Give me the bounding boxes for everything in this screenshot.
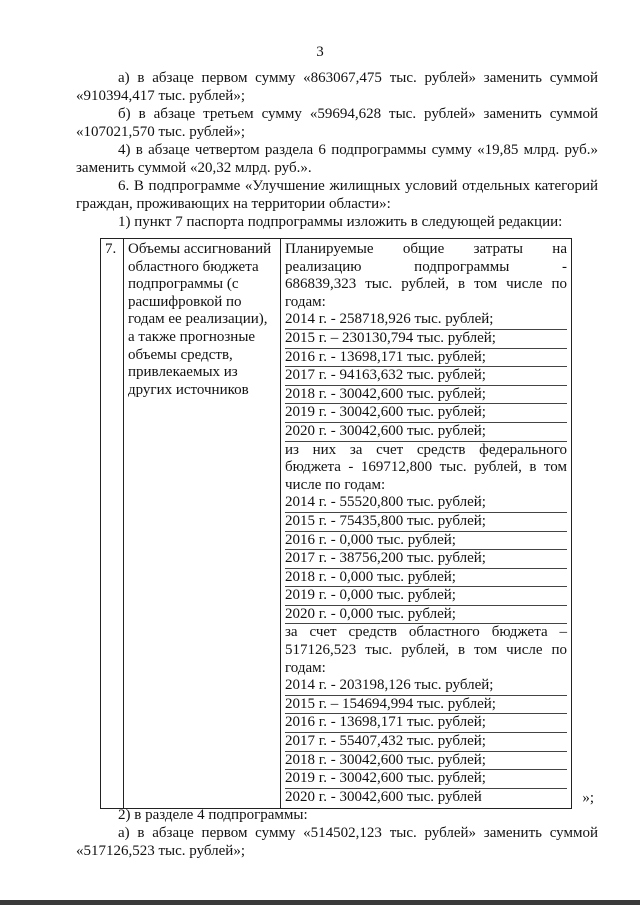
passport-table [100, 238, 572, 809]
closing-quote: »; [582, 790, 594, 806]
federal-year-line: 2018 г. - 0,000 тыс. рублей; [285, 569, 567, 588]
total-year-line: 2016 г. - 13698,171 тыс. рублей; [285, 349, 567, 368]
paragraph-a-first: а) в абзаце первом сумму «863067,475 тыс. рублей» заменить суммой «910394,417 тыс. рублей»; [76, 70, 598, 104]
total-year-line: 2015 г. – 230130,794 тыс. рублей; [285, 330, 567, 349]
total-year-line: 2014 г. - 258718,926 тыс. рублей; [285, 311, 567, 330]
federal-year-line: 2016 г. - 0,000 тыс. рублей; [285, 532, 567, 551]
paragraph-6-subprogram: 6. В подпрограмме «Улучшение жилищных условий отдельных категорий граждан, проживающих на территории области»: [76, 178, 598, 212]
total-year-line: 2018 г. - 30042,600 тыс. рублей; [285, 386, 567, 405]
regional-year-line: 2016 г. - 13698,171 тыс. рублей; [285, 714, 567, 733]
regional-year-line: 2020 г. - 30042,600 тыс. рублей [285, 788, 482, 805]
paragraph-2-section4: 2) в разделе 4 подпрограммы: [118, 807, 308, 823]
row-value-cell [281, 239, 572, 809]
regional-year-line: 2019 г. - 30042,600 тыс. рублей; [285, 770, 567, 789]
total-year-line: 2020 г. - 30042,600 тыс. рублей; [285, 423, 567, 442]
regional-year-line: 2017 г. - 55407,432 тыс. рублей; [285, 733, 567, 752]
federal-year-line: 2015 г. - 75435,800 тыс. рублей; [285, 513, 567, 532]
row-number: 7. [101, 239, 124, 809]
table-row [101, 239, 572, 809]
federal-year-line: 2019 г. - 0,000 тыс. рублей; [285, 587, 567, 606]
paragraph-1-passport: 1) пункт 7 паспорта подпрограммы изложить в следующей редакции: [118, 214, 563, 230]
row-description: Объемы ассигнований областного бюджета подпрограммы (с расшифровкой по годам ее реализации), а также прогнозные объемы средств, привлекаемых из других источников [128, 241, 272, 398]
regional-year-line: 2015 г. – 154694,994 тыс. рублей; [285, 696, 567, 715]
paragraph-b-third: б) в абзаце третьем сумму «59694,628 тыс. рублей» заменить суммой «107021,570 тыс. рублей»; [76, 106, 598, 140]
federal-intro: из них за счет средств федерального бюджета - 169712,800 тыс. рублей, в том числе по годам: [285, 441, 567, 493]
intro-line-2: 686839,323 тыс. рублей, в том числе по годам: [285, 276, 567, 310]
total-year-line: 2019 г. - 30042,600 тыс. рублей; [285, 404, 567, 423]
page-number: 3 [316, 44, 324, 60]
total-year-line: 2017 г. - 94163,632 тыс. рублей; [285, 367, 567, 386]
paragraph-4-section6: 4) в абзаце четвертом раздела 6 подпрограммы сумму «19,85 млрд. руб.» заменить суммой «20,32 млрд. руб.». [76, 142, 598, 176]
federal-year-line: 2017 г. - 38756,200 тыс. рублей; [285, 550, 567, 569]
federal-year-line: 2014 г. - 55520,800 тыс. рублей; [285, 494, 567, 513]
paragraph-a-section4: а) в абзаце первом сумму «514502,123 тыс. рублей» заменить суммой «517126,523 тыс. рублей»; [76, 825, 598, 859]
regional-year-line: 2018 г. - 30042,600 тыс. рублей; [285, 752, 567, 771]
federal-year-line: 2020 г. - 0,000 тыс. рублей; [285, 606, 567, 625]
scan-edge-bar [0, 900, 640, 905]
regional-year-line: 2014 г. - 203198,126 тыс. рублей; [285, 677, 567, 696]
intro-line-1: Планируемые общие затраты на реализацию подпрограммы - [285, 241, 567, 275]
row-description-cell [124, 239, 281, 809]
regional-intro: за счет средств областного бюджета – 517126,523 тыс. рублей, в том числе по годам: [285, 624, 567, 676]
